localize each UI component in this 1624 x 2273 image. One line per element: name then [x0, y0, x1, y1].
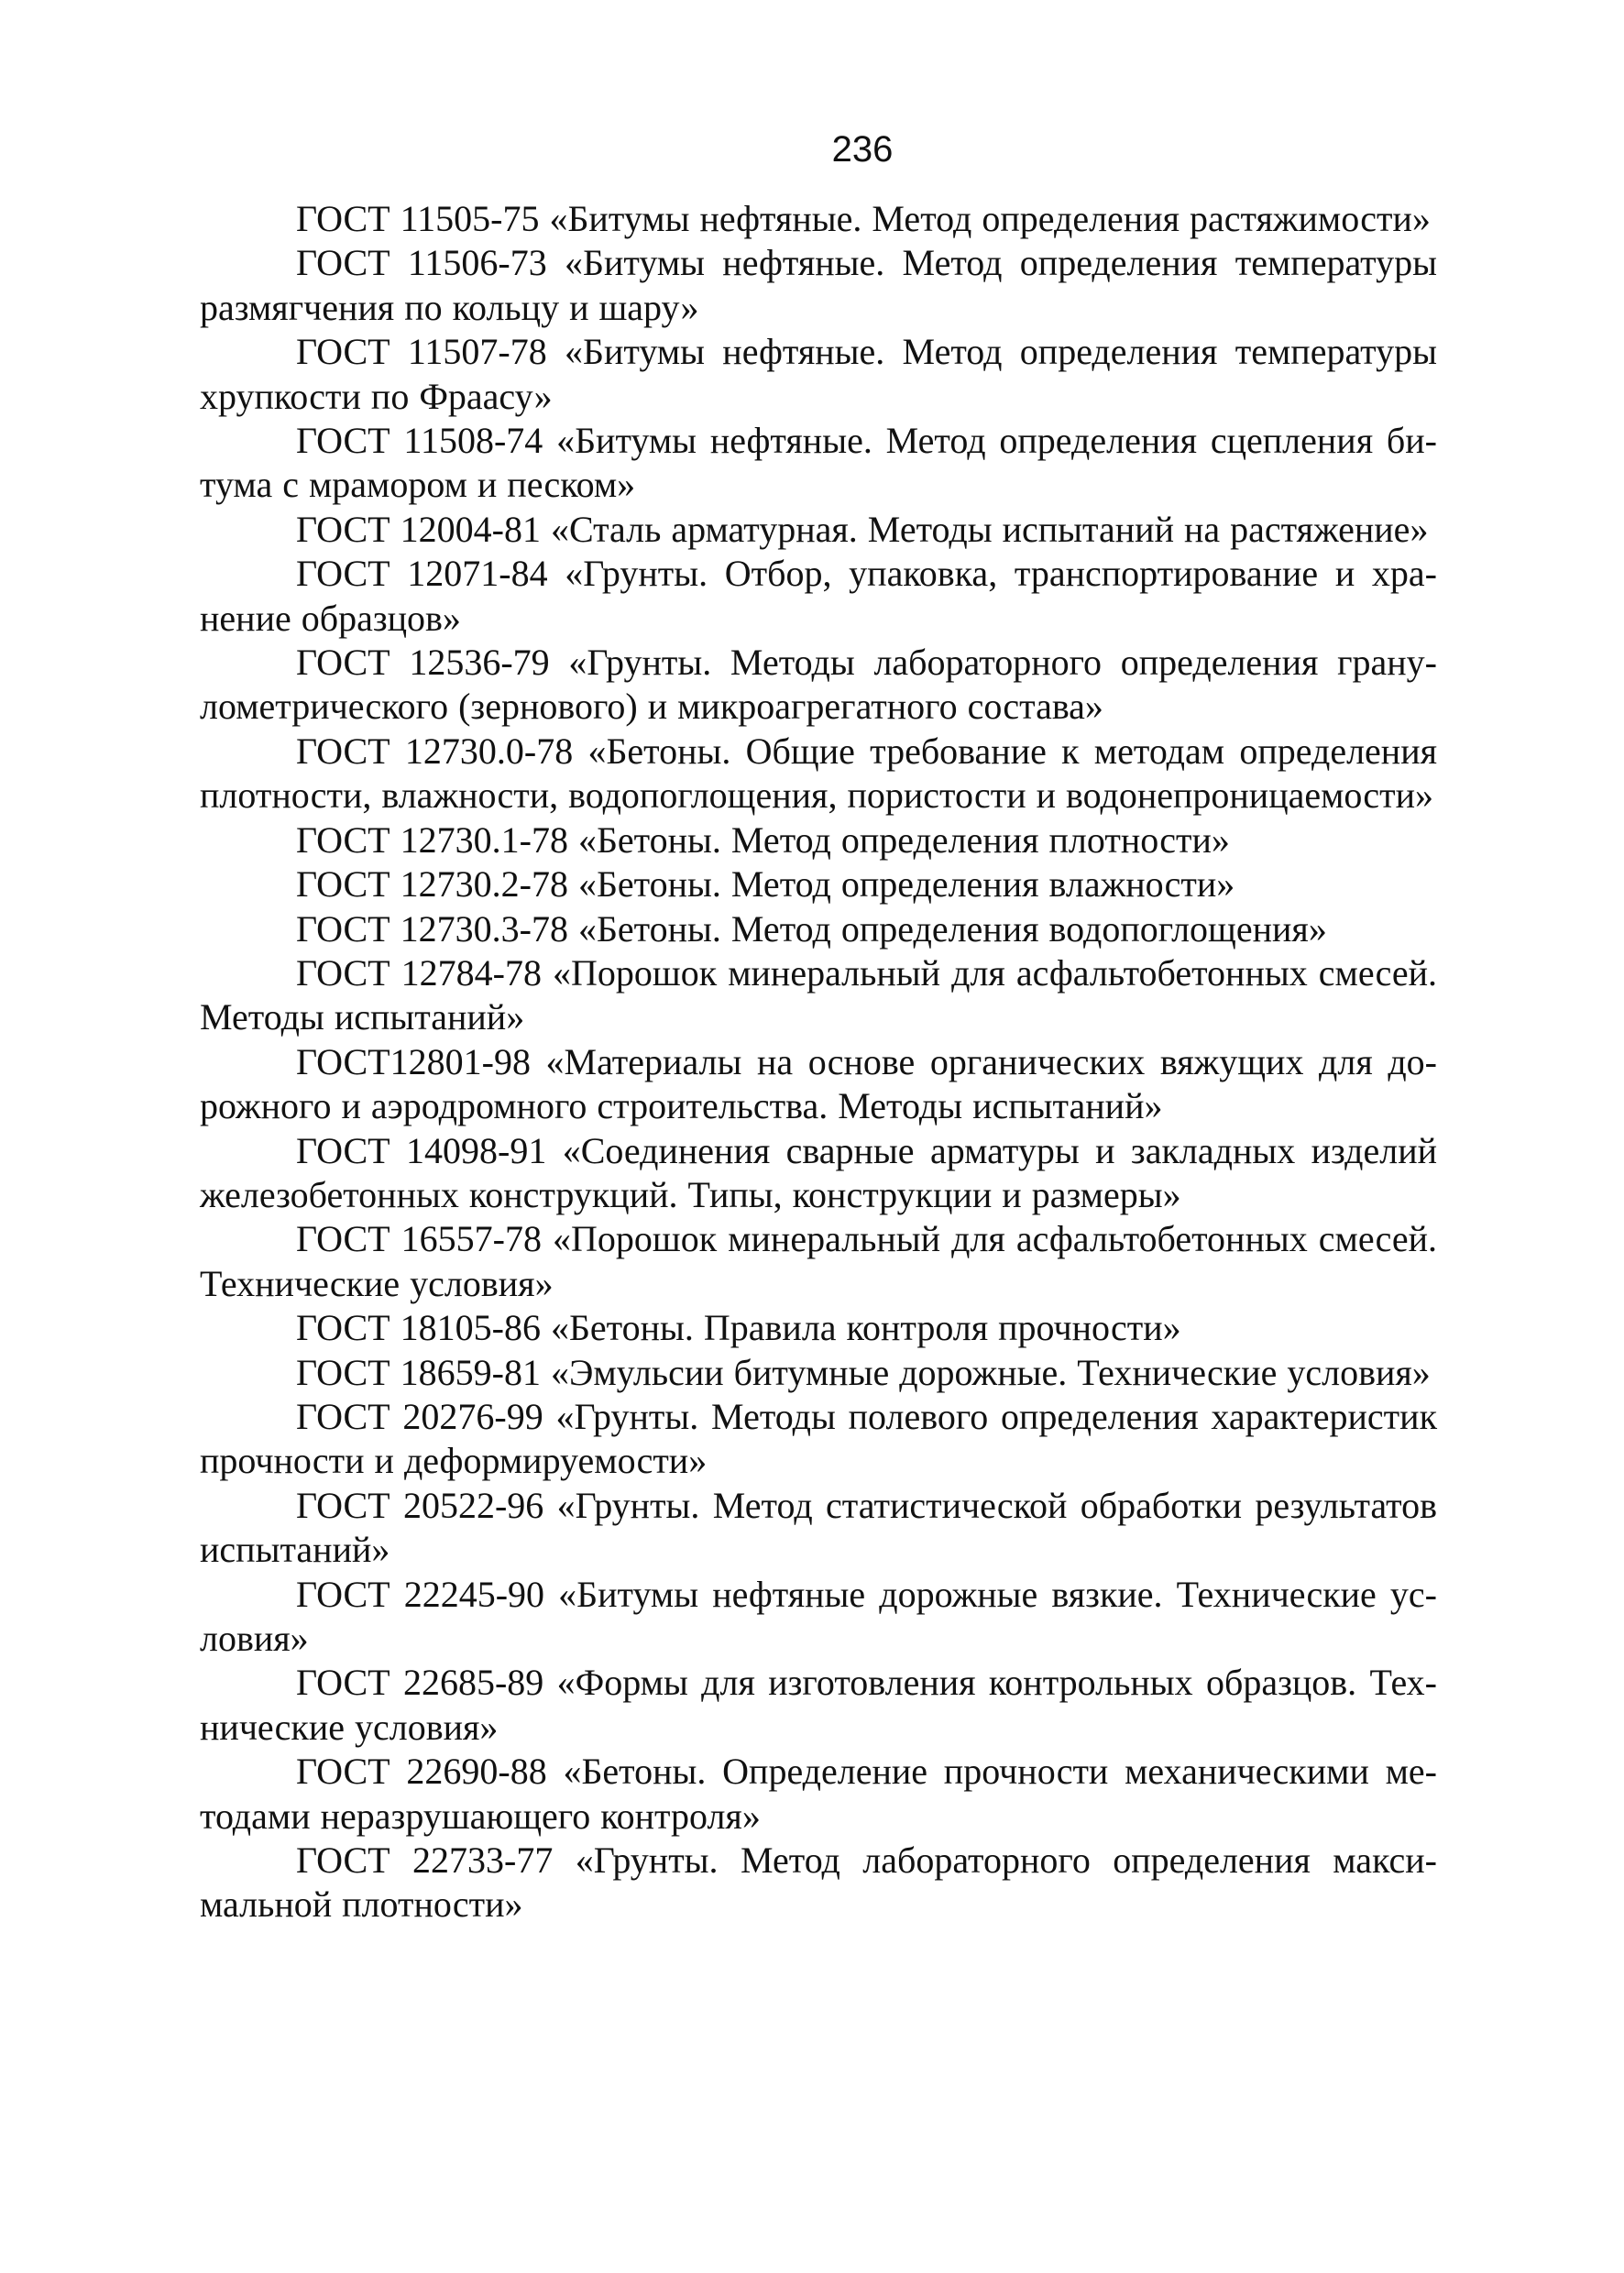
- reference-entry: ГОСТ 22685-89 «Формы для изготовления контрольных образцов. Технические условия»: [200, 1662, 1437, 1748]
- reference-list: [200, 197, 1437, 1927]
- reference-entry: ГОСТ 22245-90 «Битумы нефтяные дорожные вязкие. Технические условия»: [200, 1573, 1437, 1659]
- reference-entry: ГОСТ 12730.2-78 «Бетоны. Метод определения влажности»: [296, 863, 1235, 906]
- reference-entry: ГОСТ 12730.0-78 «Бетоны. Общие требование к методам определения плотности, влажности, водопоглощения, пористости и водонепроницаемости»: [200, 730, 1437, 817]
- reference-entry: ГОСТ 11507-78 «Битумы нефтяные. Метод определения температуры хрупкости по Фраасу»: [200, 331, 1437, 417]
- reference-entry: ГОСТ 14098-91 «Соединения сварные арматуры и закладных изделий железобетонных конструкций. Типы, конструкции и размеры»: [200, 1129, 1437, 1215]
- reference-entry: ГОСТ 12536-79 «Грунты. Методы лабораторного определения гранулометрического (зернового) и микроагрегатного состава»: [200, 642, 1437, 728]
- reference-entry: ГОСТ 18659-81 «Эмульсии битумные дорожные. Технические условия»: [296, 1351, 1431, 1393]
- reference-entry: ГОСТ 18105-86 «Бетоны. Правила контроля прочности»: [296, 1307, 1181, 1349]
- reference-entry: ГОСТ 12004-81 «Сталь арматурная. Методы испытаний на растяжение»: [296, 508, 1429, 550]
- reference-entry: ГОСТ 22733-77 «Грунты. Метод лабораторного определения максимальной плотности»: [200, 1839, 1437, 1926]
- reference-entry: ГОСТ12801-98 «Материалы на основе органических вяжущих для дорожного и аэродромного строительства. Методы испытаний»: [200, 1040, 1437, 1127]
- reference-entry: ГОСТ 12730.1-78 «Бетоны. Метод определения плотности»: [296, 818, 1230, 861]
- reference-entry: ГОСТ 20276-99 «Грунты. Методы полевого определения характеристик прочности и деформируемости»: [200, 1395, 1437, 1482]
- reference-entry: ГОСТ 11508-74 «Битумы нефтяные. Метод определения сцепления битума с мрамором и песком»: [200, 420, 1437, 506]
- reference-entry: ГОСТ 11506-73 «Битумы нефтяные. Метод определения температуры размягчения по кольцу и шару»: [200, 242, 1437, 328]
- reference-entry: ГОСТ 22690-88 «Бетоны. Определение прочности механическими методами неразрушающего контроля»: [200, 1751, 1437, 1837]
- reference-entry: ГОСТ 12730.3-78 «Бетоны. Метод определения водопоглощения»: [296, 907, 1327, 950]
- reference-entry: ГОСТ 20522-96 «Грунты. Метод статистической обработки результатов испытаний»: [200, 1484, 1437, 1571]
- page-number: 236: [831, 129, 894, 170]
- reference-entry: ГОСТ 16557-78 «Порошок минеральный для асфальтобетонных смесей. Технические условия»: [200, 1218, 1437, 1304]
- reference-entry: ГОСТ 12071-84 «Грунты. Отбор, упаковка, транспортирование и хранение образцов»: [200, 553, 1437, 639]
- reference-entry: ГОСТ 12784-78 «Порошок минеральный для асфальтобетонных смесей. Методы испытаний»: [200, 951, 1437, 1038]
- reference-entry: ГОСТ 11505-75 «Битумы нефтяные. Метод определения растяжимости»: [296, 198, 1431, 239]
